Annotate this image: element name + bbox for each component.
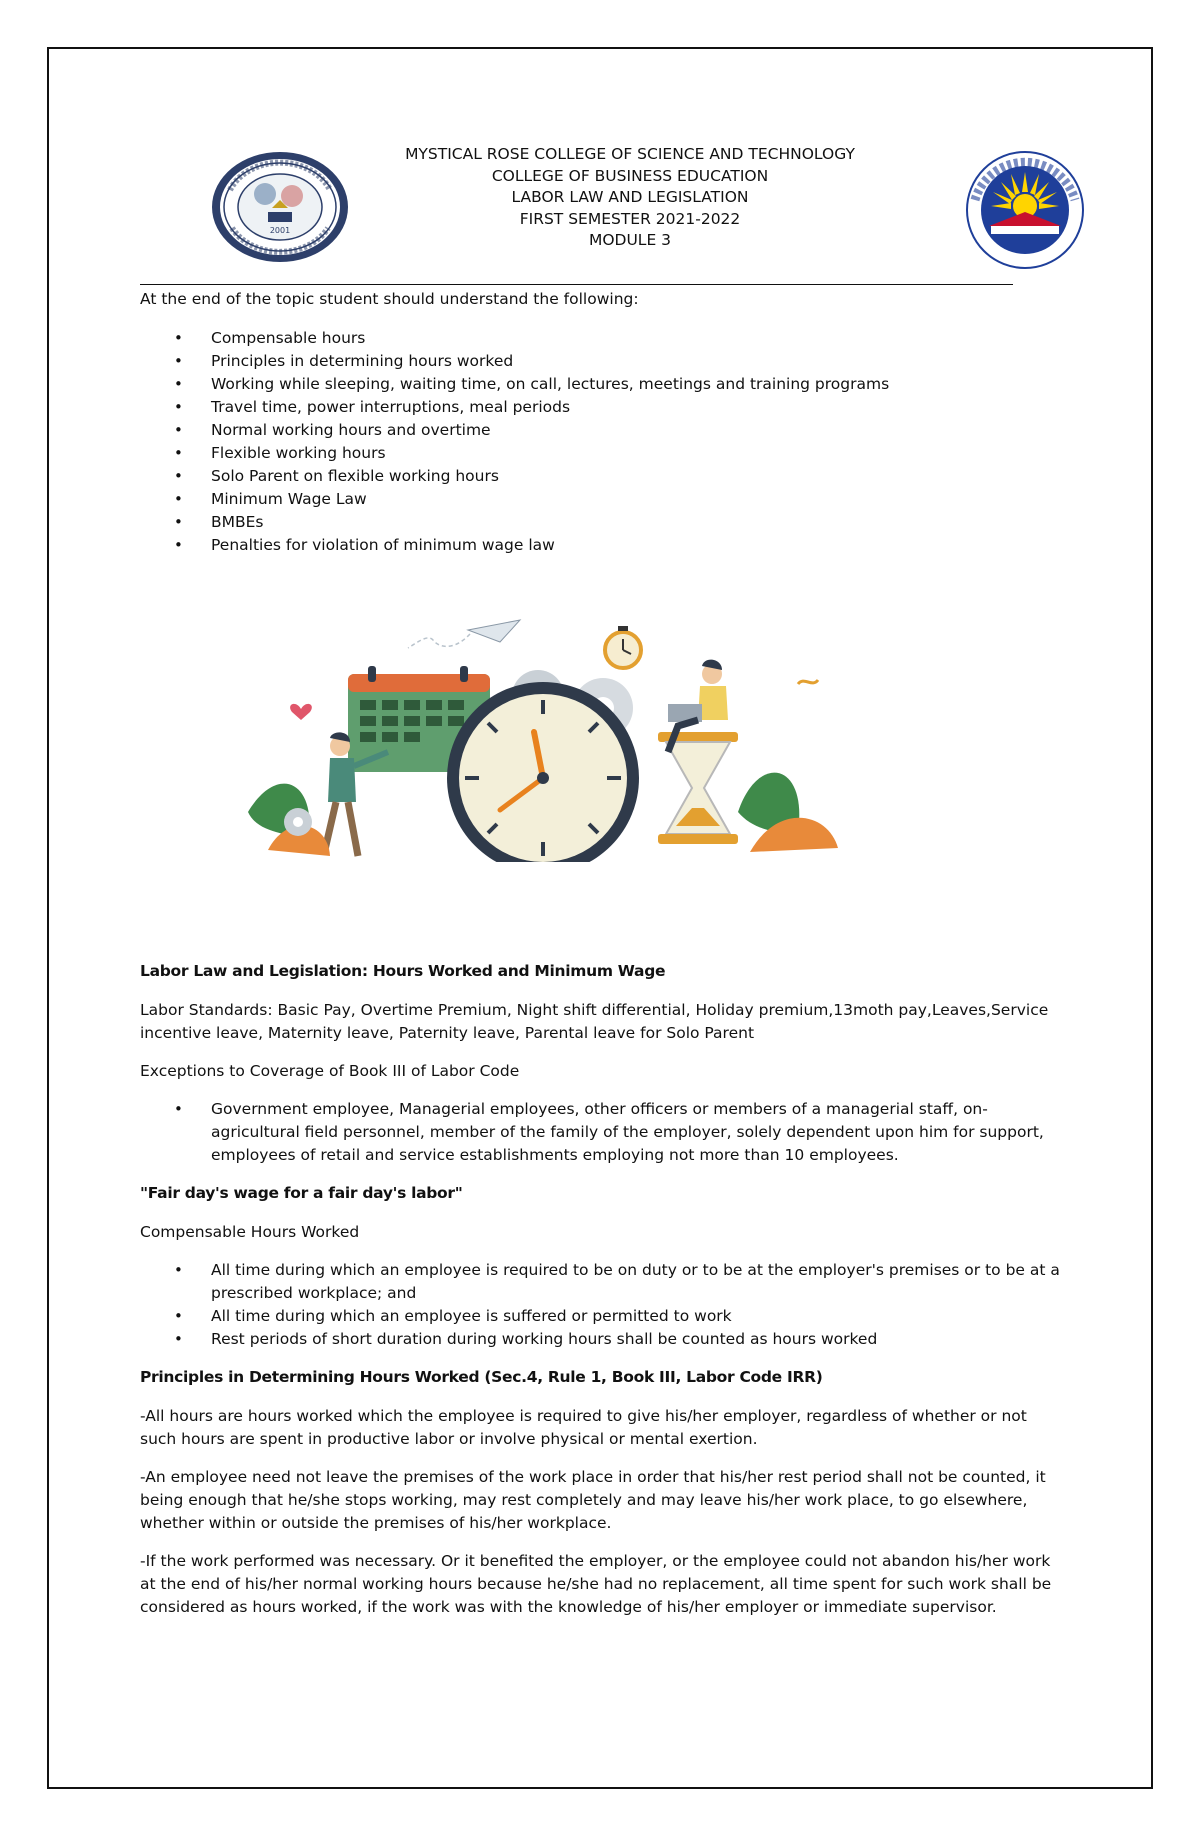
- compensable-hours-label: Compensable Hours Worked: [140, 1223, 360, 1241]
- compensable-hours-list: [140, 1259, 1065, 1351]
- document-header: [300, 144, 960, 252]
- list-item: • Penalties for violation of minimum wage law: [140, 534, 1065, 557]
- svg-text:2001: 2001: [269, 226, 291, 235]
- header-line-semester: FIRST SEMESTER 2021-2022: [519, 209, 741, 228]
- header-line-module: MODULE 3: [588, 231, 672, 249]
- labor-standards-paragraph: Labor Standards: Basic Pay, Overtime Premium, Night shift differential, Holiday premium,13moth pay,Leaves,Service incentive leave, Maternity leave, Paternity leave, Parental leave for Solo Parent: [140, 1001, 1049, 1042]
- objectives-intro: At the end of the topic student should understand the following:: [140, 290, 639, 308]
- header-line-course: LABOR LAW AND LEGISLATION: [511, 188, 749, 206]
- list-item: • BMBEs: [140, 511, 1065, 534]
- exceptions-label: Exceptions to Coverage of Book III of Labor Code: [140, 1062, 520, 1080]
- list-item: • Travel time, power interruptions, meal periods: [140, 396, 1065, 419]
- header-line-school: MYSTICAL ROSE COLLEGE OF SCIENCE AND TECHNOLOGY: [405, 145, 855, 163]
- list-item: • All time during which an employee is required to be on duty or to be at the employer's premises or to be at a prescribed workplace; and: [140, 1259, 1065, 1305]
- list-item: • Solo Parent on flexible working hours: [140, 465, 1065, 488]
- list-item: • Government employee, Managerial employees, other officers or members of a managerial staff, on-agricultural field personnel, member of the family of the employer, solely dependent upon him for support, employees of retail and service establishments employing not more than 10 employees.: [140, 1098, 1065, 1167]
- section-heading-principles: Principles in Determining Hours Worked (Sec.4, Rule 1, Book III, Labor Code IRR): [140, 1368, 823, 1386]
- list-item: • Working while sleeping, waiting time, on call, lectures, meetings and training programs: [140, 373, 1065, 396]
- main-content: [140, 960, 1065, 1634]
- list-item: • All time during which an employee is suffered or permitted to work: [140, 1305, 1065, 1328]
- list-item: • Normal working hours and overtime: [140, 419, 1065, 442]
- principles-paragraph: -An employee need not leave the premises of the work place in order that his/her rest period shall not be counted, it being enough that he/she stops working, may rest completely and may leave his/her work place, to go elsewhere, whether within or outside the premises of his/her workplace.: [140, 1468, 1046, 1532]
- exceptions-list: [140, 1098, 1065, 1167]
- list-item: • Rest periods of short duration during working hours shall be counted as hours worked: [140, 1328, 1065, 1351]
- list-item: • Principles in determining hours worked: [140, 350, 1065, 373]
- ched-seal-icon: [965, 150, 1085, 270]
- header-divider: [140, 284, 1013, 285]
- list-item: • Flexible working hours: [140, 442, 1065, 465]
- objectives-list: [140, 327, 1065, 557]
- time-management-illustration-icon: [238, 612, 858, 862]
- principles-paragraph: -If the work performed was necessary. Or it benefited the employer, or the employee could not abandon his/her work at the end of his/her normal working hours because he/she had no replacement, all time spent for such work shall be considered as hours worked, if the work was with the knowledge of his/her employer or immediate supervisor.: [140, 1552, 1052, 1616]
- section-heading-fair-wage: "Fair day's wage for a fair day's labor": [140, 1184, 463, 1202]
- list-item: • Compensable hours: [140, 327, 1065, 350]
- list-item: • Minimum Wage Law: [140, 488, 1065, 511]
- principles-paragraph: -All hours are hours worked which the employee is required to give his/her employer, regardless of whether or not such hours are spent in productive labor or involve physical or mental exertion.: [140, 1407, 1027, 1448]
- objectives-section: [140, 288, 1065, 557]
- header-line-college: COLLEGE OF BUSINESS EDUCATION: [491, 166, 769, 185]
- section-heading-hours-worked: Labor Law and Legislation: Hours Worked and Minimum Wage: [140, 962, 666, 980]
